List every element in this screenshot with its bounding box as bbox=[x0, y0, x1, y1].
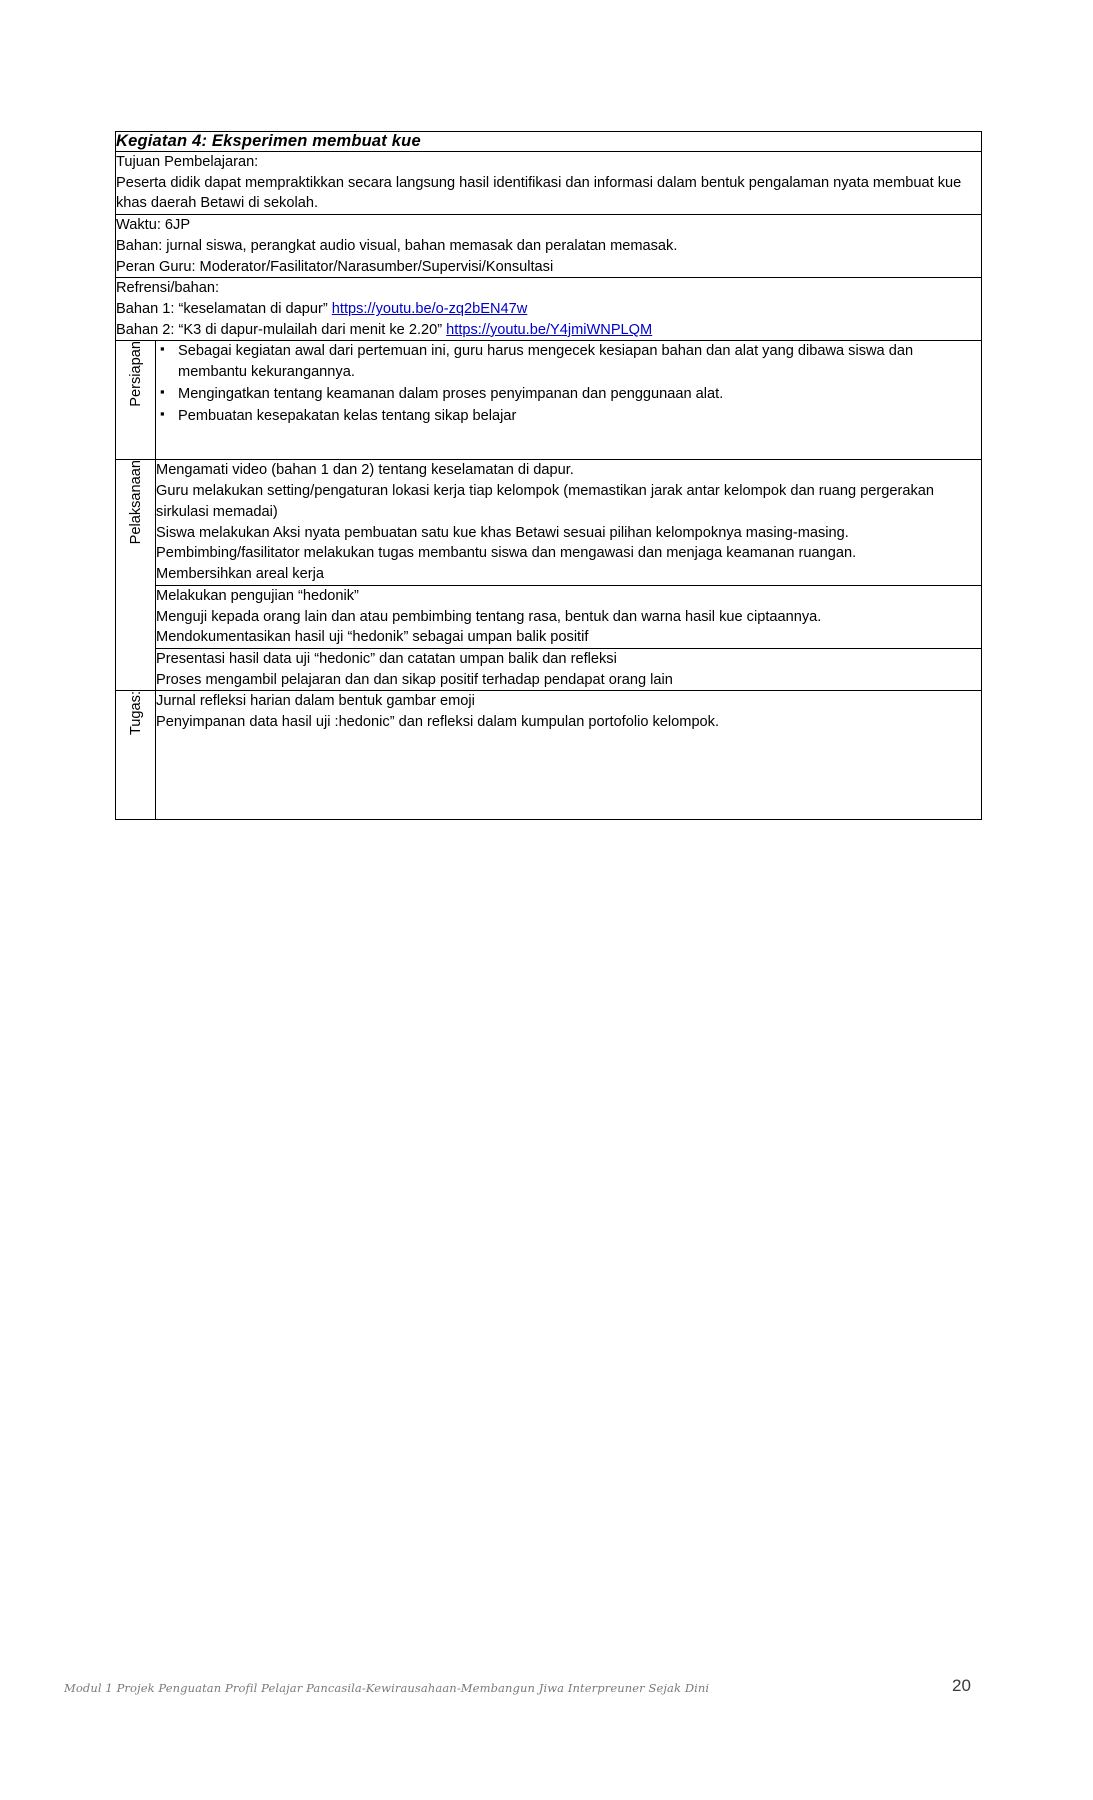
pelaksanaan-block-2 bbox=[156, 585, 981, 648]
refrensi-heading: Refrensi/bahan: bbox=[116, 280, 220, 297]
text-line: Presentasi hasil data uji “hedonic” dan catatan umpan balik dan refleksi bbox=[156, 650, 617, 667]
pelaksanaan-content-cell bbox=[156, 460, 982, 691]
tugas-label: Tugas: bbox=[127, 691, 144, 736]
page-number: 20 bbox=[952, 1676, 971, 1695]
tujuan-body: Peserta didik dapat mempraktikkan secara langsung hasil identifikasi dan informasi dalam bentuk pengalaman nyata membuat kue khas daerah Betawi di sekolah. bbox=[116, 174, 962, 212]
text-line: Jurnal refleksi harian dalam bentuk gambar emoji bbox=[156, 693, 475, 710]
table-row-tujuan bbox=[116, 152, 982, 215]
refrensi-bahan2-link[interactable]: https://youtu.be/Y4jmiWNPLQM bbox=[446, 321, 653, 338]
refrensi-bahan1 bbox=[116, 299, 981, 320]
text-line: Pembimbing/fasilitator melakukan tugas membantu siswa dan mengawasi dan menjaga keamanan ruangan. bbox=[156, 545, 857, 562]
text-line: Mengamati video (bahan 1 dan 2) tentang keselamatan di dapur. bbox=[156, 462, 574, 479]
footer-text: Modul 1 Projek Penguatan Profil Pelajar Pancasila-Kewirausahaan-Membangun Jiwa Interpreuner Sejak Dini bbox=[64, 1681, 710, 1695]
activity-title-cell bbox=[116, 132, 982, 152]
persiapan-list bbox=[156, 341, 981, 426]
tujuan-heading: Tujuan Pembelajaran: bbox=[116, 154, 259, 170]
refrensi-bahan2 bbox=[116, 320, 981, 341]
text-line: Proses mengambil pelajaran dan dan sikap positif terhadap pendapat orang lain bbox=[156, 671, 673, 688]
activity-title-main: Eksperimen membuat kue bbox=[207, 132, 421, 150]
refrensi-bahan2-label: Bahan 2: “K3 di dapur-mulailah dari menit ke 2.20” bbox=[116, 321, 447, 338]
refrensi-bahan1-label: Bahan 1: “keselamatan di dapur” bbox=[116, 301, 332, 318]
pelaksanaan-block-3 bbox=[156, 648, 981, 690]
tujuan-cell bbox=[116, 152, 982, 215]
list-item: ▪ Mengingatkan tentang keamanan dalam proses penyimpanan dan penggunaan alat. bbox=[156, 384, 981, 405]
list-item: ▪ Pembuatan kesepakatan kelas tentang sikap belajar bbox=[156, 406, 981, 427]
list-item: ▪ Sebagai kegiatan awal dari pertemuan ini, guru harus mengecek kesiapan bahan dan alat yang dibawa siswa dan membantu kekurangannya. bbox=[156, 341, 981, 382]
text-line: Melakukan pengujian “hedonik” bbox=[156, 587, 359, 604]
activity-table bbox=[115, 131, 982, 820]
waktu-line: Waktu: 6JP bbox=[116, 217, 191, 234]
pelaksanaan-block-1 bbox=[156, 460, 981, 585]
peran-guru-line: Peran Guru: Moderator/Fasilitator/Narasumber/Supervisi/Konsultasi bbox=[116, 258, 554, 275]
persiapan-label: Persiapan bbox=[127, 341, 144, 408]
text-line: Penyimpanan data hasil uji :hedonic” dan refleksi dalam kumpulan portofolio kelompok. bbox=[156, 714, 720, 731]
text-line: Siswa melakukan Aksi nyata pembuatan satu kue khas Betawi sesuai pilihan kelompoknya masing-masing. bbox=[156, 524, 849, 541]
persiapan-content-cell bbox=[156, 341, 982, 460]
pelaksanaan-label-cell bbox=[116, 460, 156, 691]
table-row-waktu bbox=[116, 215, 982, 278]
table-row-tugas bbox=[116, 691, 982, 820]
tugas-label-cell bbox=[116, 691, 156, 820]
pelaksanaan-block3-cell bbox=[156, 648, 981, 690]
text-line: Membersihkan areal kerja bbox=[156, 566, 324, 583]
tugas-content-cell bbox=[156, 691, 982, 820]
refrensi-bahan1-link[interactable]: https://youtu.be/o-zq2bEN47w bbox=[331, 301, 528, 318]
table-row-title bbox=[116, 132, 982, 152]
persiapan-label-cell bbox=[116, 341, 156, 460]
table-row-persiapan bbox=[116, 341, 982, 460]
refrensi-cell bbox=[116, 278, 982, 341]
activity-title-prefix: Kegiatan 4: bbox=[116, 132, 208, 150]
bahan-line: Bahan: jurnal siswa, perangkat audio visual, bahan memasak dan peralatan memasak. bbox=[116, 237, 678, 254]
pelaksanaan-inner-table bbox=[156, 460, 981, 690]
text-line: Menguji kepada orang lain dan atau pembimbing tentang rasa, bentuk dan warna hasil kue ciptaannya. bbox=[156, 608, 822, 625]
waktu-cell bbox=[116, 215, 982, 278]
text-line: Guru melakukan setting/pengaturan lokasi kerja tiap kelompok (memastikan jarak antar kelompok dan ruang pergerakan sirkulasi memadai) bbox=[156, 483, 934, 520]
pelaksanaan-label: Pelaksanaan bbox=[127, 460, 144, 545]
table-row-pelaksanaan bbox=[116, 460, 982, 691]
pelaksanaan-block2-cell bbox=[156, 585, 981, 648]
text-line: Mendokumentasikan hasil uji “hedonik” sebagai umpan balik positif bbox=[156, 629, 589, 646]
pelaksanaan-block1-cell bbox=[156, 460, 981, 585]
table-row-refrensi bbox=[116, 278, 982, 341]
